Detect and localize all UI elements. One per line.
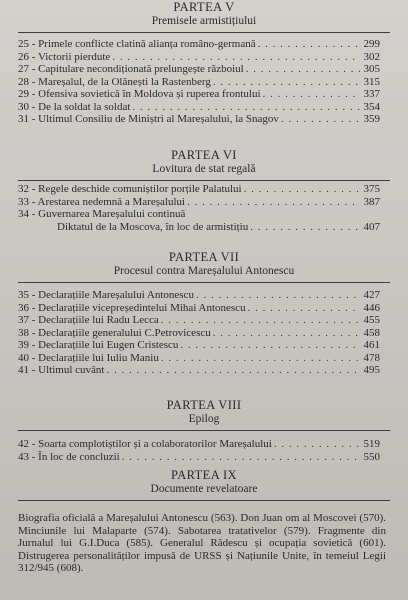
entry-page: 550 <box>363 450 380 463</box>
toc-entry[interactable] <box>18 101 380 114</box>
part-subtitle: Procesul contra Mareșalului Antonescu <box>113 265 295 277</box>
entry-page: 375 <box>363 183 380 195</box>
part-subtitle: Epilog <box>188 413 220 425</box>
toc-entry-continued[interactable] <box>18 221 380 234</box>
leader-dots <box>180 339 360 352</box>
part-ix-header <box>0 468 408 496</box>
leader-dots <box>213 327 360 340</box>
toc-entry[interactable] <box>18 208 380 221</box>
leader-dots <box>258 38 360 51</box>
entry-label: 34 - Guvernarea Mareșalului continuă <box>18 208 186 220</box>
leader-dots <box>248 302 360 315</box>
toc-entry[interactable] <box>18 327 380 340</box>
leader-dots <box>250 221 360 234</box>
entry-label: 39 - Declarațiile lui Eugen Cristescu <box>18 339 179 351</box>
section-rule <box>18 180 390 181</box>
entry-label: 28 - Mareșalul, de la Olănești la Rastenberg <box>18 75 211 88</box>
entry-page: 299 <box>363 38 380 50</box>
entry-label: 42 - Soarta complotiștilor și a colaboratorilor Mareșalului <box>18 438 272 450</box>
part-subtitle: Premisele armistițiului <box>151 15 257 27</box>
entry-page: 302 <box>363 50 380 63</box>
section-rule <box>18 500 390 501</box>
entry-page: 427 <box>363 289 380 301</box>
toc-entry[interactable] <box>18 63 380 76</box>
entry-page: 519 <box>363 438 380 450</box>
entry-label: Diktatul de la Moscova, în loc de armistițiu <box>57 220 249 233</box>
entry-label: 41 - Ultimul cuvânt <box>18 364 105 376</box>
leader-dots <box>244 183 360 196</box>
entry-label: 37 - Declarațiile lui Radu Lecca <box>18 314 159 326</box>
part-v-entries <box>18 38 380 126</box>
entry-page: 407 <box>363 220 380 233</box>
leader-dots <box>281 113 360 126</box>
part-vi-entries <box>18 183 380 233</box>
entry-page: 446 <box>363 301 380 314</box>
entry-page: 495 <box>363 364 380 376</box>
entry-label: 29 - Ofensiva sovietică în Moldova și ruperea frontului <box>18 88 261 100</box>
leader-dots <box>161 314 360 327</box>
part-title: PARTEA VI <box>171 148 237 162</box>
entry-label: 30 - De la soldat la soldat <box>18 100 131 113</box>
leader-dots <box>112 51 360 64</box>
part-subtitle: Lovitura de stat regală <box>152 163 256 175</box>
section-rule <box>18 430 390 431</box>
entry-label: 31 - Ultimul Consiliu de Miniștri al Mareșalului, la Snagov <box>18 113 279 125</box>
toc-entry[interactable] <box>18 38 380 51</box>
leader-dots <box>246 63 360 76</box>
part-viii-entries <box>18 438 380 463</box>
entry-page: 455 <box>363 314 380 326</box>
part-vii-header <box>0 250 408 278</box>
leader-dots <box>161 352 360 365</box>
toc-entry[interactable] <box>18 51 380 64</box>
toc-entry[interactable] <box>18 196 380 209</box>
entry-label: 38 - Declarațiile generalului C.Petrovicescu <box>18 326 211 339</box>
entry-page: 359 <box>363 113 380 125</box>
entry-page: 305 <box>363 63 380 75</box>
part-title: PARTEA VIII <box>166 398 242 412</box>
toc-entry[interactable] <box>18 183 380 196</box>
leader-dots <box>122 451 360 464</box>
part-viii-header <box>0 398 408 426</box>
entry-label: 35 - Declarațiile Mareșalului Antonescu <box>18 289 194 301</box>
part-subtitle: Documente revelatoare <box>150 483 258 495</box>
entry-label: 36 - Declarațiile vicepreședintelui Mihai Antonescu <box>18 301 246 314</box>
toc-entry[interactable] <box>18 76 380 89</box>
toc-entry[interactable] <box>18 289 380 302</box>
toc-entry[interactable] <box>18 339 380 352</box>
documents-paragraph: Biografia oficială a Mareșalului Antonescu (563). Don Juan om al Moscovei (570). Minciunile lui Malaparte (574). Sabotarea tratativelor (579). Fragmente din Jurnalul lui G.I.Duca (585). Generalul Rădescu și ocupația sovietică (601). Distrugerea personalităților impusă de URSS și Națiunile Unite, în temeiul Legii 312/945 (608). <box>18 512 386 574</box>
section-rule <box>18 32 390 33</box>
part-vi-header <box>0 148 408 176</box>
entry-page: 354 <box>363 100 380 113</box>
toc-entry[interactable] <box>18 113 380 126</box>
entry-page: 478 <box>363 351 380 364</box>
toc-entry[interactable] <box>18 88 380 101</box>
toc-entry[interactable] <box>18 438 380 451</box>
toc-entry[interactable] <box>18 451 380 464</box>
entry-label: 33 - Arestarea nedemnă a Mareșalului <box>18 195 186 208</box>
leader-dots <box>213 76 360 89</box>
toc-entry[interactable] <box>18 352 380 365</box>
part-v-header <box>0 0 408 28</box>
entry-label: 43 - În loc de concluzii <box>18 450 120 463</box>
entry-page: 315 <box>363 75 380 88</box>
entry-label: 40 - Declarațiile lui Iuliu Maniu <box>18 351 159 364</box>
leader-dots <box>274 438 360 451</box>
part-title: PARTEA IX <box>171 468 237 482</box>
part-title: PARTEA V <box>173 0 235 14</box>
leader-dots <box>132 101 360 114</box>
leader-dots <box>106 364 360 377</box>
entry-page: 337 <box>363 88 380 100</box>
entry-label: 25 - Primele conflicte clatină alianța româno-germană <box>18 38 256 50</box>
toc-entry[interactable] <box>18 364 380 377</box>
entry-label: 27 - Capitulare necondiționată prelungește războiul <box>18 63 244 75</box>
entry-label: 32 - Regele deschide comuniștilor porțile Palatului <box>18 183 242 195</box>
entry-page: 458 <box>363 326 380 339</box>
section-rule <box>18 282 390 283</box>
leader-dots <box>196 289 360 302</box>
leader-dots <box>263 88 360 101</box>
entry-page: 387 <box>363 195 380 208</box>
leader-dots <box>187 196 360 209</box>
toc-entry[interactable] <box>18 302 380 315</box>
toc-entry[interactable] <box>18 314 380 327</box>
entry-page: 461 <box>363 339 380 351</box>
part-vii-entries <box>18 289 380 377</box>
entry-label: 26 - Victorii pierdute <box>18 50 111 63</box>
part-title: PARTEA VII <box>168 250 240 264</box>
